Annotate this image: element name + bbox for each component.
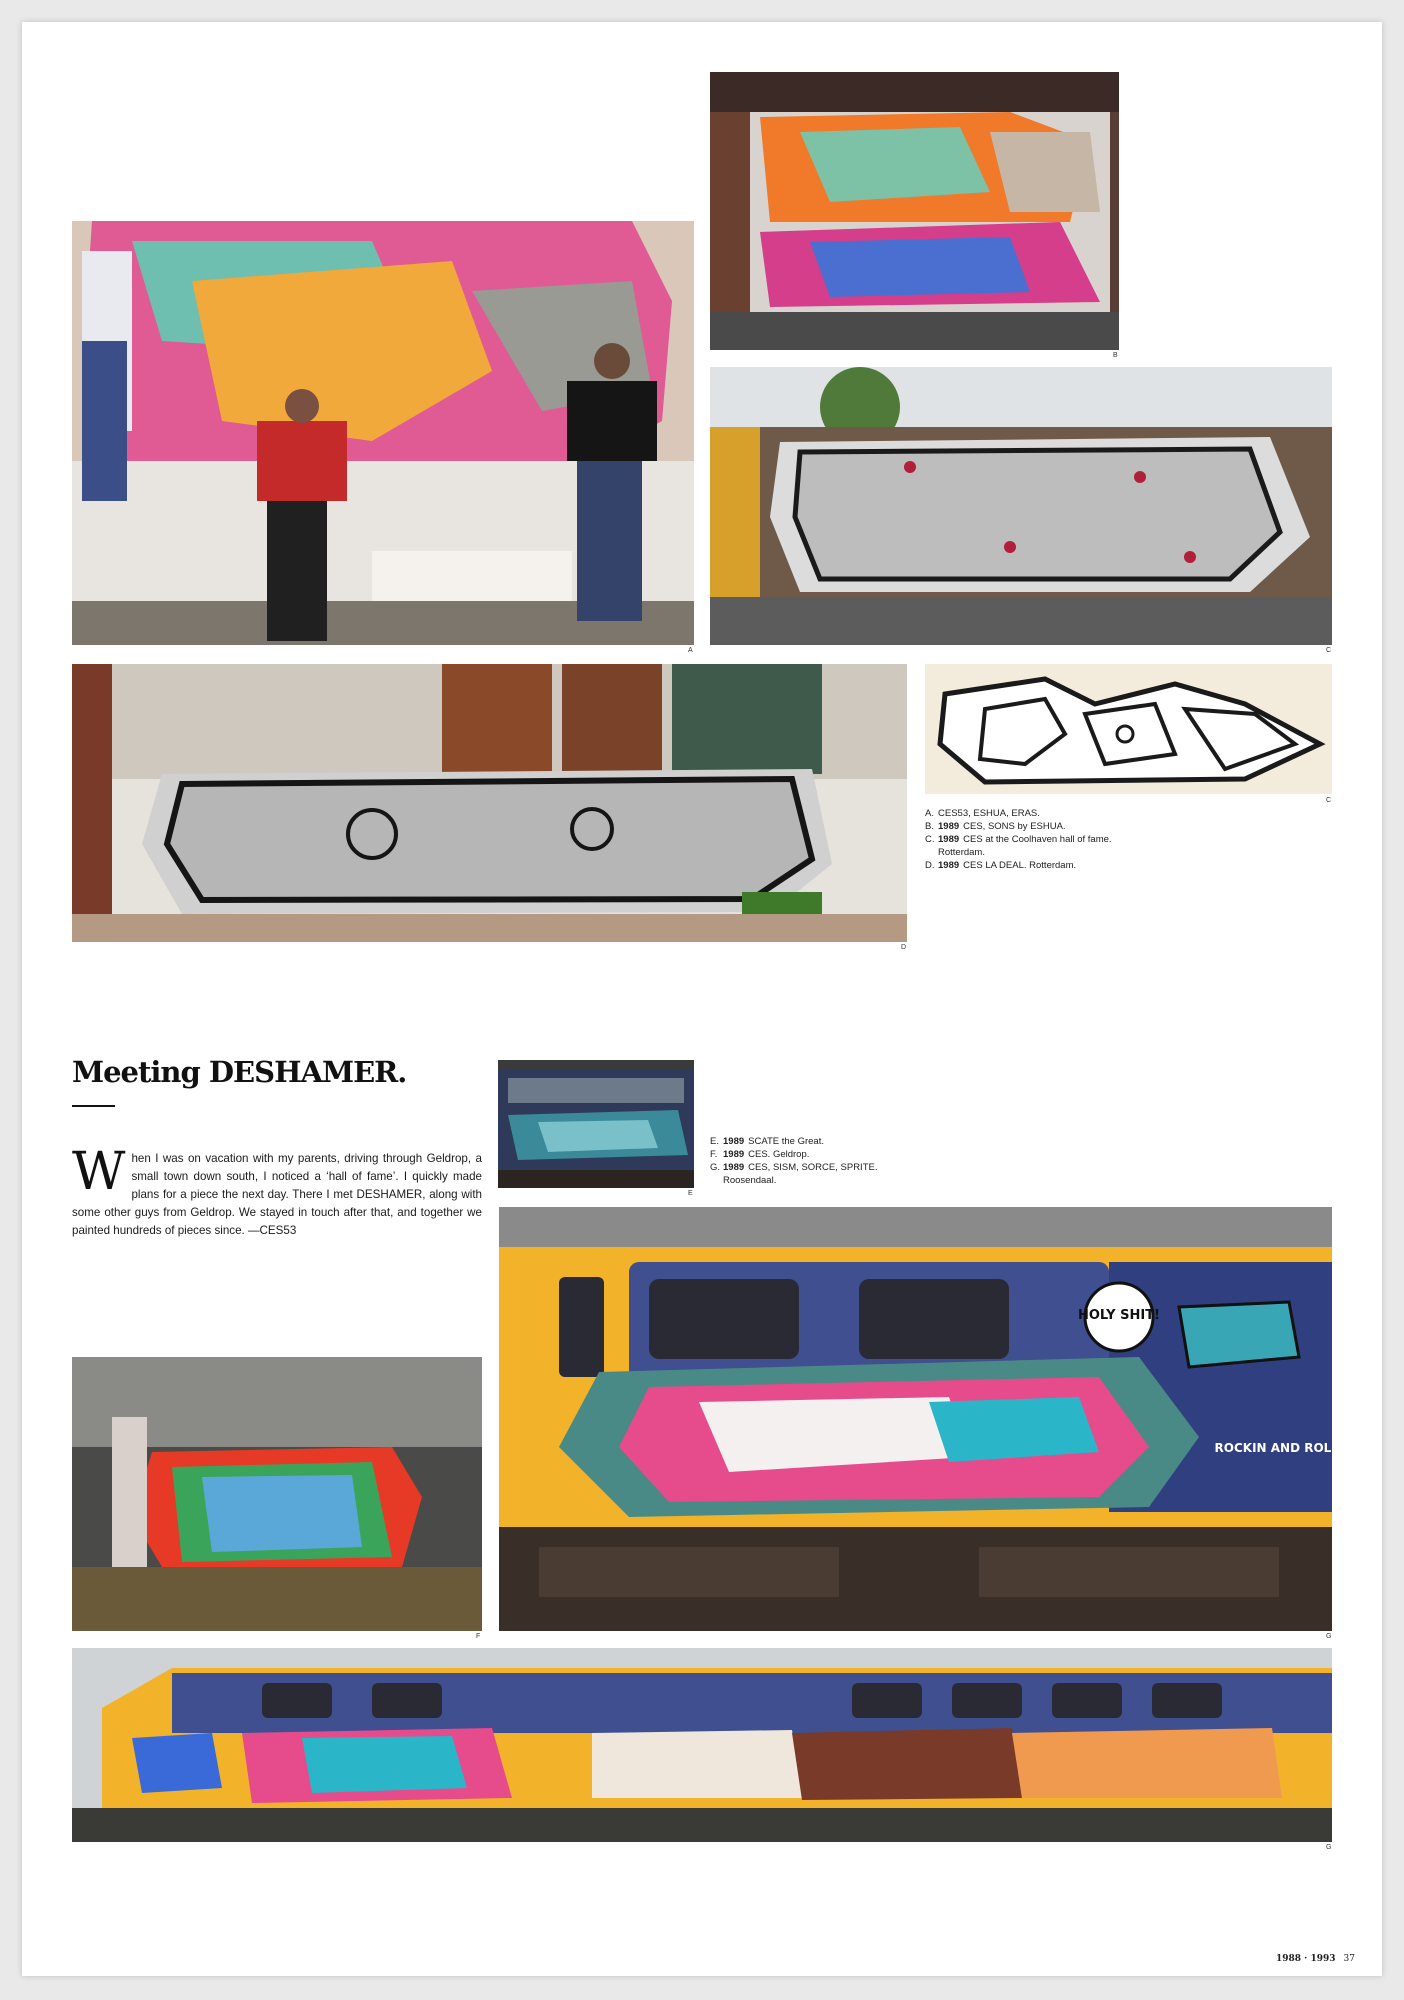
title-rule — [72, 1105, 115, 1107]
article-body-text: hen I was on vacation with my parents, driving through Geldrop, a small town down south, I noticed a ‘hall of fame’. I quickly made plans for a piece the next day. There I met DESHAMER, along with some other guys from Geldrop. We stayed in touch after that, and together we painted hundreds of pieces since. —CES53 — [72, 1152, 482, 1237]
photo-c2-letter: C — [1326, 797, 1332, 804]
photo-g2 — [72, 1648, 1332, 1842]
caption-g: G. 1989 CES, SISM, SORCE, SPRITE. — [710, 1162, 878, 1173]
caption-g-cont: Roosendaal. — [723, 1175, 777, 1186]
photo-f-letter: F — [476, 1633, 481, 1640]
photo-d-letter: D — [901, 944, 907, 951]
rockin-text: ROCKIN AND ROLLIN — [1214, 1441, 1354, 1455]
photo-g2-letter: G — [1326, 1844, 1332, 1851]
photo-a — [72, 221, 694, 645]
caption-c: C. 1989 CES at the Coolhaven hall of fame. — [925, 834, 1112, 845]
article-body — [72, 1142, 482, 1240]
caption-a: A. CES53, ESHUA, ERAS. — [925, 808, 1040, 819]
magazine-page — [22, 22, 1382, 1976]
photo-f — [72, 1357, 482, 1631]
page-number: 37 — [1343, 1954, 1355, 1964]
article-title: Meeting DESHAMER. — [72, 1055, 407, 1089]
photo-b-letter: B — [1113, 352, 1118, 359]
caption-b: B. 1989 CES, SONS by ESHUA. — [925, 821, 1066, 832]
photo-e — [498, 1060, 694, 1188]
photo-e-letter: E — [688, 1190, 693, 1197]
folio-years: 1988 · 1993 — [1276, 1954, 1336, 1964]
caption-d: D. 1989 CES LA DEAL. Rotterdam. — [925, 860, 1077, 871]
page-folio — [1276, 1954, 1355, 1964]
photo-d — [72, 664, 907, 942]
holy-shit-text: HOLY SHIT! — [1077, 1308, 1161, 1323]
captions-bottom — [710, 1135, 960, 1187]
caption-e: E. 1989 SCATE the Great. — [710, 1136, 824, 1147]
captions-top — [925, 807, 1175, 872]
caption-f: F. 1989 CES. Geldrop. — [710, 1149, 810, 1160]
photo-c1 — [710, 367, 1332, 645]
photo-b — [710, 72, 1119, 350]
drop-cap: W — [72, 1142, 126, 1202]
photo-g1 — [499, 1207, 1354, 1631]
photo-a-letter: A — [688, 647, 693, 654]
caption-c-cont: Rotterdam. — [938, 847, 985, 858]
photo-c2 — [925, 664, 1332, 794]
photo-g1-letter: G — [1326, 1633, 1332, 1640]
photo-c1-letter: C — [1326, 647, 1332, 654]
